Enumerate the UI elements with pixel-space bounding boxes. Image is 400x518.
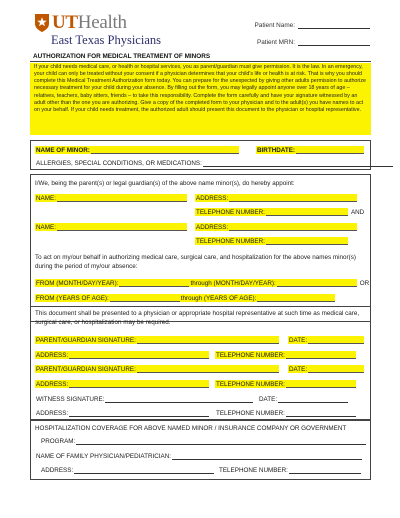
intro-paragraph: If your child needs medical care, or health or hospital services, you as parent/guardian must give permission. It is the law. In an emergency, your child can only be treated without your consent if a physician determines that your child's life or health is at risk. That is why you should complete this Medical Treatment Authorization form today. You can prepare for the unexpected by giving other adults permission to authorize necessary treatment for your child during your absence. By filling out the form, you may legally appoint anyone over 18 years of age – relatives, teachers, baby sitters, friends – to take this responsibility. Complete the form carefully and have your signature witnessed by an adult other than the one you are authorizing. Give a copy of the completed form to your physician and to the adult(s) you have names to act on your behalf. If your child needs treatment, the authorized adult should present this document to the physician or hospital representative. — [30, 63, 371, 135]
allergies-label: ALLERGIES, SPECIAL CONDITIONS, OR MEDICATIONS: — [36, 160, 202, 167]
agent1-telephone-label: TELEPHONE NUMBER: — [196, 209, 265, 216]
parent2-signature-field[interactable] — [35, 365, 279, 373]
from-age-label: FROM (YEARS OF AGE): — [36, 295, 109, 302]
agent2-name-field[interactable] — [35, 223, 187, 231]
agent1-address-line[interactable] — [229, 194, 357, 202]
through-date-label: through (MONTH/DAY/YEAR): — [190, 280, 276, 287]
physician-address-line[interactable] — [74, 466, 214, 474]
birthdate-label: BIRTHDATE: — [257, 147, 296, 154]
parent2-telephone-field[interactable] — [215, 380, 356, 388]
parent1-signature-label: PARENT/GUARDIAN SIGNATURE: — [36, 337, 136, 344]
birthdate-line[interactable] — [296, 146, 364, 154]
parent1-telephone-line[interactable] — [286, 351, 356, 359]
form-title: AUTHORIZATION FOR MEDICAL TREATMENT OF MINORS — [33, 53, 211, 60]
witness-date-line[interactable] — [278, 395, 348, 403]
agent1-address-field[interactable] — [195, 194, 357, 202]
agent1-address-label: ADDRESS: — [196, 195, 229, 202]
agent2-address-field[interactable] — [195, 223, 357, 231]
witness-address-line[interactable] — [69, 409, 209, 417]
signature-statement: This document shall be presented to a physician or appropriate hospital representative at such time as medical care, surgical care, or hospitalization may be required. — [35, 310, 360, 326]
agent2-telephone-label: TELEPHONE NUMBER: — [196, 238, 265, 245]
parent1-address-line[interactable] — [69, 351, 209, 359]
appoint-statement: I/We, being the parent(s) or legal guardian(s) of the above name minor(s), do hereby appoint: — [35, 180, 295, 187]
parent2-telephone-line[interactable] — [286, 380, 356, 388]
witness-signature-field[interactable] — [35, 395, 253, 403]
or-label: OR — [359, 280, 370, 287]
agent1-telephone-row[interactable] — [195, 208, 364, 216]
brand-logo — [34, 13, 184, 49]
allergies-field[interactable] — [35, 159, 393, 167]
minor-name-label: NAME OF MINOR: — [36, 147, 90, 154]
parent1-signature-field[interactable] — [35, 336, 279, 344]
agent2-telephone-line[interactable] — [266, 237, 348, 245]
parent1-telephone-field[interactable] — [215, 351, 356, 359]
agent1-name-label: NAME: — [36, 195, 56, 202]
allergies-line[interactable] — [203, 159, 393, 167]
physician-line[interactable] — [172, 452, 362, 460]
agent2-address-label: ADDRESS: — [196, 224, 229, 231]
witness-date-label: DATE: — [259, 396, 278, 403]
from-date-label: FROM (MONTH/DAY/YEAR): — [36, 280, 119, 287]
program-line[interactable] — [76, 437, 366, 445]
parent2-date-label: DATE: — [289, 366, 308, 373]
from-age-line[interactable] — [110, 294, 180, 302]
date-range-row[interactable] — [35, 279, 369, 287]
agent1-telephone-line[interactable] — [266, 208, 348, 216]
parent1-address-field[interactable] — [35, 351, 209, 359]
physician-telephone-label: TELEPHONE NUMBER: — [219, 467, 288, 474]
agent2-name-label: NAME: — [36, 224, 56, 231]
parent2-address-line[interactable] — [69, 380, 209, 388]
patient-mrn-field[interactable] — [257, 38, 370, 46]
parent1-date-line[interactable] — [308, 336, 364, 344]
brand-subtitle: East Texas Physicians — [51, 33, 161, 47]
parent1-signature-line[interactable] — [137, 336, 279, 344]
through-date-line[interactable] — [277, 279, 357, 287]
parent2-address-label: ADDRESS: — [36, 381, 69, 388]
parent1-address-label: ADDRESS: — [36, 352, 69, 359]
patient-name-field[interactable] — [255, 21, 371, 29]
authorize-statement: To act on my/our behalf in authorizing medical care, surgical care, and hospitalization for the above names minor(s) during the period of my/our absence: — [35, 254, 356, 270]
minor-name-field[interactable] — [35, 146, 239, 154]
patient-mrn-label: Patient MRN: — [256, 39, 295, 46]
birthdate-field[interactable] — [256, 146, 364, 154]
agent2-telephone-field[interactable] — [195, 237, 348, 245]
coverage-statement: HOSPITALIZATION COVERAGE FOR ABOVE NAMED MINOR / INSURANCE COMPANY OR GOVERNMENT — [35, 425, 347, 432]
witness-date-field[interactable] — [258, 395, 348, 403]
witness-telephone-line[interactable] — [286, 409, 356, 417]
physician-address-field[interactable] — [40, 466, 214, 474]
parent2-signature-line[interactable] — [137, 365, 279, 373]
agent1-name-line[interactable] — [57, 194, 187, 202]
agent2-address-line[interactable] — [229, 223, 357, 231]
agent2-name-line[interactable] — [57, 223, 187, 231]
physician-field[interactable] — [35, 452, 362, 460]
age-range-field[interactable] — [35, 294, 335, 302]
star-shield-icon — [34, 13, 50, 33]
parent1-date-field[interactable] — [288, 336, 364, 344]
title-divider — [30, 61, 371, 62]
agent1-telephone-field[interactable] — [195, 208, 348, 216]
patient-name-label: Patient Name: — [254, 22, 295, 29]
parent2-address-field[interactable] — [35, 380, 209, 388]
through-age-line[interactable] — [257, 294, 335, 302]
patient-mrn-line[interactable] — [298, 38, 370, 46]
witness-telephone-field[interactable] — [215, 409, 356, 417]
witness-telephone-label: TELEPHONE NUMBER: — [216, 410, 285, 417]
program-label: PROGRAM: — [41, 438, 76, 445]
agent1-name-field[interactable] — [35, 194, 187, 202]
through-age-label: through (YEARS OF AGE): — [180, 295, 257, 302]
and-label: AND — [350, 209, 365, 216]
signature-divider — [30, 306, 371, 307]
parent1-date-label: DATE: — [289, 337, 308, 344]
brand-name: UTHealth — [52, 12, 127, 33]
physician-telephone-line[interactable] — [289, 466, 361, 474]
physician-telephone-field[interactable] — [218, 466, 361, 474]
program-field[interactable] — [40, 437, 366, 445]
parent2-signature-label: PARENT/GUARDIAN SIGNATURE: — [36, 366, 136, 373]
physician-address-label: ADDRESS: — [41, 467, 74, 474]
minor-name-line[interactable] — [91, 146, 239, 154]
physician-label: NAME OF FAMILY PHYSICIAN/PEDIATRICIAN: — [36, 453, 172, 460]
parent2-date-field[interactable] — [288, 365, 364, 373]
parent2-date-line[interactable] — [308, 365, 364, 373]
witness-signature-line[interactable] — [105, 395, 253, 403]
witness-address-field[interactable] — [35, 409, 209, 417]
from-date-line[interactable] — [119, 279, 189, 287]
witness-signature-label: WITNESS SIGNATURE: — [36, 396, 105, 403]
from-date-field[interactable] — [35, 279, 357, 287]
witness-address-label: ADDRESS: — [36, 410, 69, 417]
parent2-telephone-label: TELEPHONE NUMBER: — [216, 381, 285, 388]
patient-name-line[interactable] — [298, 21, 370, 29]
parent1-telephone-label: TELEPHONE NUMBER: — [216, 352, 285, 359]
